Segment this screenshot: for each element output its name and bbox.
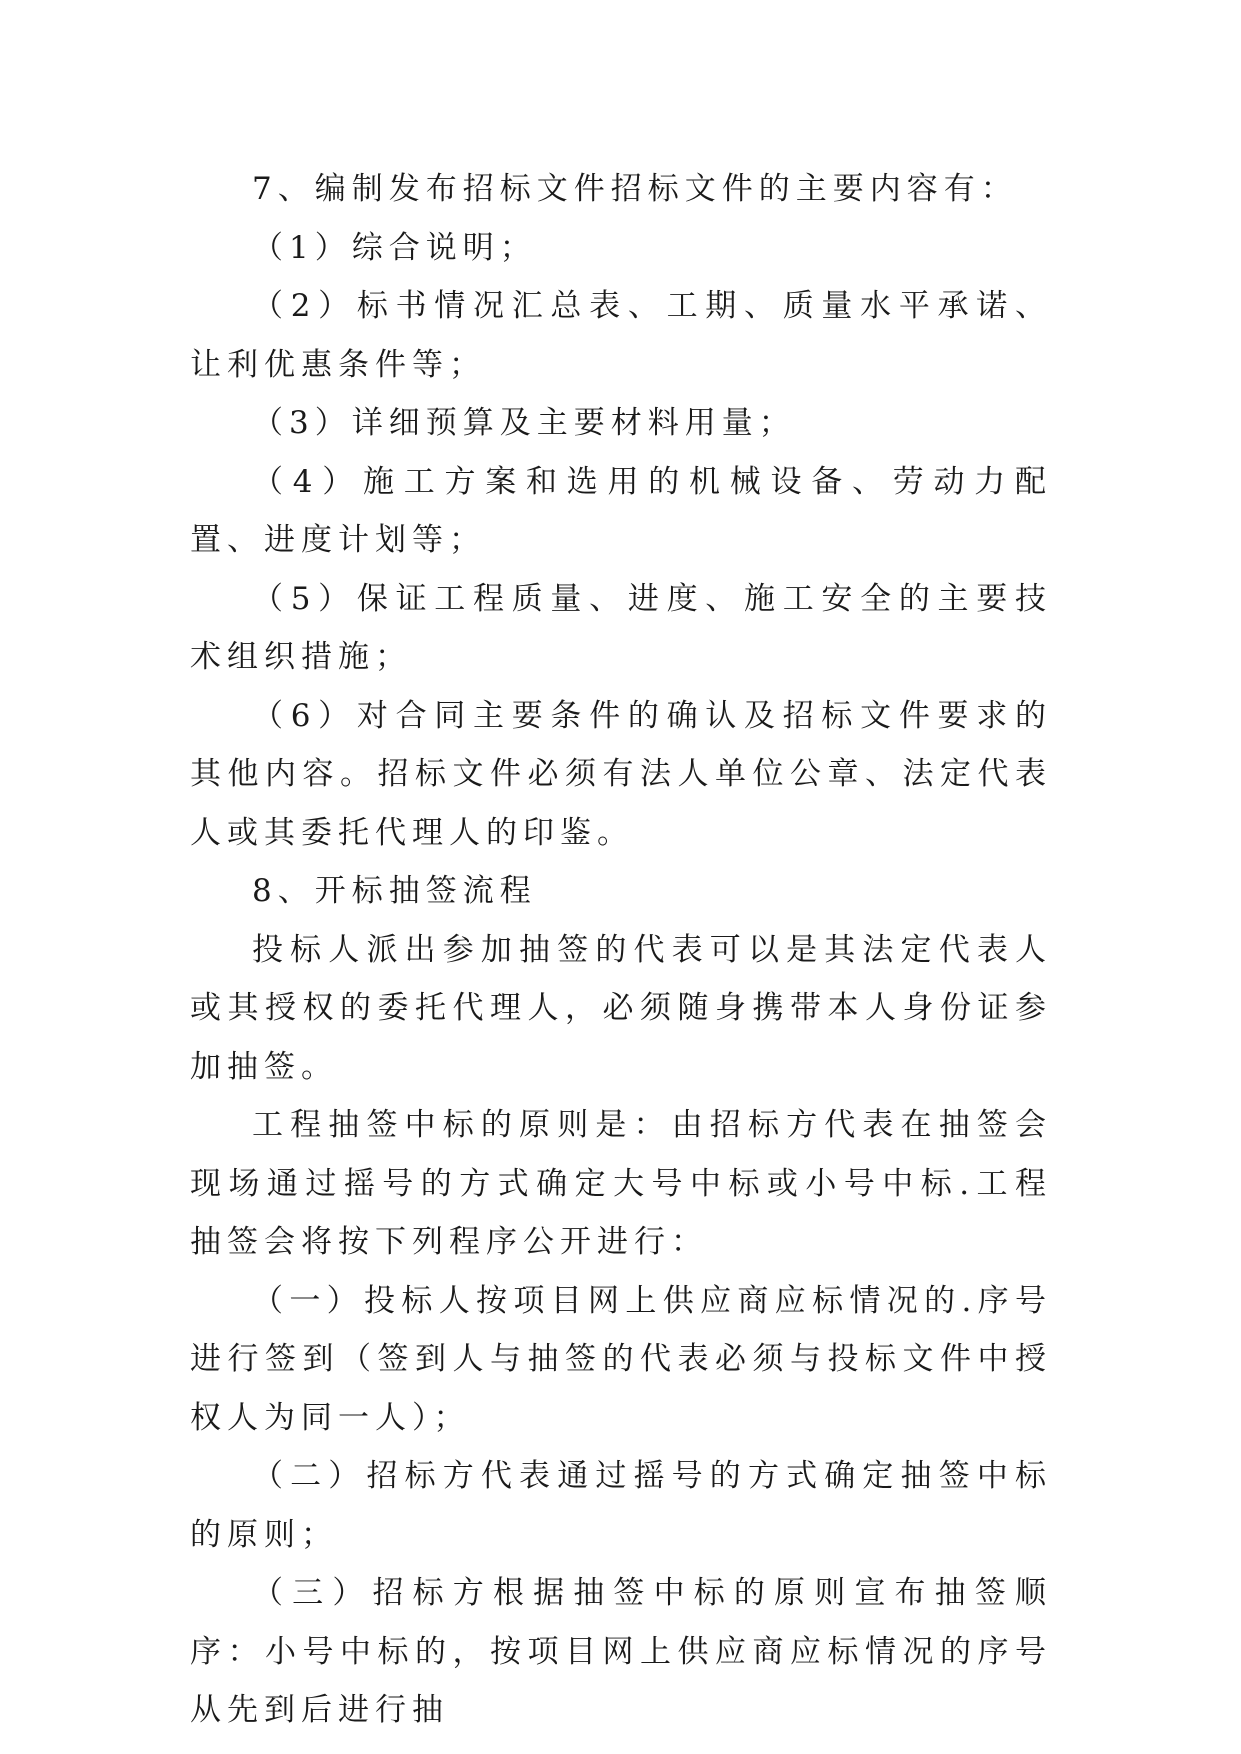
list-item-2: （2）标书情况汇总表、工期、质量水平承诺、让利优惠条件等； (190, 288, 1052, 383)
document-body (190, 160, 1052, 1740)
list-item-5: （5）保证工程质量、进度、施工安全的主要技术组织措施； (190, 580, 1052, 675)
body-paragraph: 工程抽签中标的原则是：由招标方代表在抽签会现场通过摇号的方式确定大号中标或小号中标.工程抽签会将按下列程序公开进行： (190, 1107, 1052, 1260)
list-item-1: （1）综合说明； (252, 229, 537, 266)
procedure-step-2: （二）招标方代表通过摇号的方式确定抽签中标的原则； (190, 1458, 1052, 1553)
list-item-3: （3）详细预算及主要材料用量； (252, 405, 796, 441)
procedure-step-1: （一）投标人按项目网上供应商应标情况的.序号进行签到（签到人与抽签的代表必须与投标文件中授权人为同一人）； (190, 1282, 1052, 1436)
list-item-6: （6）对合同主要条件的确认及招标文件要求的其他内容。招标文件必须有法人单位公章、法定代表人或其委托代理人的印鉴。 (190, 697, 1052, 851)
body-paragraph: 投标人派出参加抽签的代表可以是其法定代表人或其授权的委托代理人，必须随身携带本人身份证参加抽签。 (190, 931, 1052, 1085)
list-item-4: （4）施工方案和选用的机械设备、劳动力配置、进度计划等； (190, 463, 1052, 558)
procedure-step-3: （三）招标方根据抽签中标的原则宣布抽签顺序：小号中标的，按项目网上供应商应标情况的序号从先到后进行抽 (190, 1575, 1052, 1728)
section-heading-7: 7、编制发布招标文件招标文件的主要内容有： (252, 171, 1018, 207)
section-heading-8: 8、开标抽签流程 (252, 873, 537, 909)
